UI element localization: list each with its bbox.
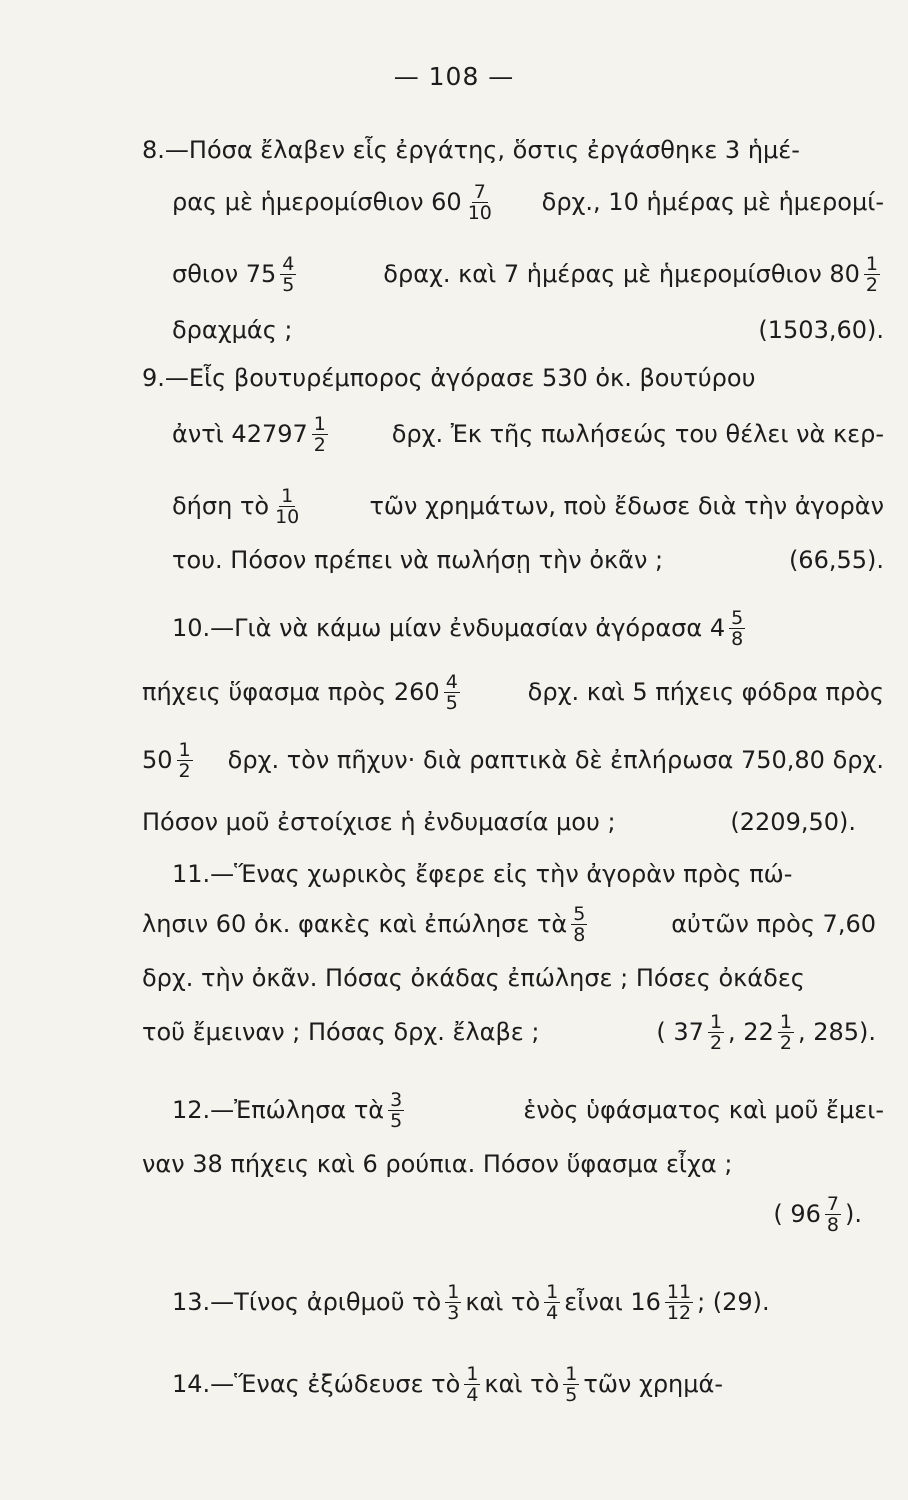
denominator: 10 <box>275 505 300 528</box>
fraction <box>445 1282 461 1323</box>
fraction <box>571 904 587 945</box>
text: δραχ. καὶ 7 ἡμέρας μὲ ἡμερομίσθιον 80 <box>383 260 860 288</box>
fraction <box>708 1012 724 1053</box>
problem-8-line-1 <box>142 128 884 172</box>
text: τῶν χρημάτων, ποὺ ἔδωσε διὰ τὴν ἀγορὰν <box>369 492 884 520</box>
text: δρχ. Ἐκ τῆς πωλήσεώς του θέλει νὰ κερ- <box>391 420 884 448</box>
problem-8-line-3 <box>172 252 884 296</box>
denominator: 4 <box>466 1383 479 1406</box>
problem-10-line-2 <box>142 670 884 714</box>
numerator: 7 <box>826 1192 839 1215</box>
problem-13-line-1 <box>172 1280 872 1324</box>
text: πήχεις ὕφασμα πρὸς 260 <box>142 678 440 706</box>
fraction <box>778 1012 794 1053</box>
problem-10-line-3 <box>142 738 884 782</box>
denominator: 5 <box>445 691 458 714</box>
text: ἀντὶ 42797 <box>172 420 308 448</box>
numerator: 11 <box>666 1280 692 1303</box>
text: ρας μὲ ἡμερομίσθιον 60 <box>172 188 462 216</box>
numerator: 1 <box>709 1010 723 1033</box>
fraction <box>729 608 745 649</box>
fraction <box>444 672 460 713</box>
numerator: 7 <box>473 180 486 203</box>
numerator: 5 <box>731 606 744 629</box>
text: 9.—Εἷς βουτυρέμπορος ἀγόρασε 530 ὀκ. βουτύρου <box>142 364 756 392</box>
text: δρχ., 10 ἡμέρας μὲ ἡμερομί- <box>541 188 884 216</box>
text: 8.—Πόσα ἔλαβεν εἷς ἐργάτης, ὅστις ἐργάσθηκε 3 ἡμέ- <box>142 136 800 164</box>
numerator: 1 <box>779 1010 792 1033</box>
answer: (2209,50). <box>730 808 856 836</box>
denominator: 5 <box>390 1109 403 1132</box>
problem-10-line-1 <box>172 606 884 650</box>
denominator: 2 <box>865 273 878 296</box>
text: ; (29). <box>697 1288 770 1316</box>
text: 50 <box>142 746 173 774</box>
text: αὐτῶν πρὸς 7,60 <box>671 910 876 938</box>
text: δήση τὸ <box>172 492 270 520</box>
text: εἶναι 16 <box>564 1288 661 1316</box>
text: Πόσον μοῦ ἐστοίχισε ἡ ἐνδυμασία μου ; <box>142 808 616 836</box>
problem-8-line-2 <box>172 180 884 224</box>
text: καὶ τὸ <box>484 1370 560 1398</box>
denominator: 5 <box>282 273 295 296</box>
fraction <box>464 1364 480 1405</box>
text: τῶν χρημά- <box>583 1370 724 1398</box>
problem-12-line-2 <box>142 1142 884 1186</box>
problem-11-line-2 <box>142 902 876 946</box>
problem-12-line-3 <box>142 1192 862 1236</box>
text: 12.—Ἐπώλησα τὰ <box>172 1096 385 1124</box>
text: 10.—Γιὰ νὰ κάμω μίαν ἐνδυμασίαν ἀγόρασα 4 <box>172 614 726 642</box>
numerator: 1 <box>313 412 326 435</box>
answer-part: , 22 <box>728 1018 774 1046</box>
answer-part: ). <box>845 1200 862 1228</box>
denominator: 12 <box>666 1301 692 1324</box>
fraction <box>864 254 880 295</box>
denominator: 2 <box>779 1031 792 1054</box>
problem-12-line-1 <box>172 1088 884 1132</box>
problem-11-line-3 <box>142 956 884 1000</box>
fraction <box>312 414 328 455</box>
problem-11-line-1 <box>172 852 884 896</box>
denominator: 10 <box>467 201 492 224</box>
text: 13.—Τίνος ἀριθμοῦ τὸ <box>172 1288 442 1316</box>
text: 14.—Ἕνας ἐξώδευσε τὸ <box>172 1370 461 1398</box>
text: δρχ. τὴν ὀκᾶν. Πόσας ὀκάδας ἐπώλησε ; Πόσες ὀκάδες <box>142 964 805 992</box>
numerator: 1 <box>865 252 878 275</box>
denominator: 2 <box>313 433 326 456</box>
text: του. Πόσον πρέπει νὰ πωλήσῃ τὴν ὀκᾶν ; <box>172 546 664 574</box>
numerator: 1 <box>281 484 294 507</box>
fraction <box>544 1282 560 1323</box>
fraction <box>273 486 301 527</box>
denominator: 4 <box>546 1301 559 1324</box>
problem-9-line-1 <box>142 356 884 400</box>
answer-part: ( 96 <box>773 1200 821 1228</box>
problem-9-line-4 <box>172 538 884 582</box>
text: δρχ. καὶ 5 πήχεις φόδρα πρὸς <box>527 678 884 706</box>
text: τοῦ ἔμειναν ; Πόσας δρχ. ἔλαβε ; <box>142 1018 540 1046</box>
answer <box>656 1010 876 1054</box>
fraction <box>280 254 296 295</box>
fraction <box>466 182 494 223</box>
page-number: — 108 — <box>393 62 515 91</box>
text: ναν 38 πήχεις καὶ 6 ρούπια. Πόσον ὕφασμα εἶχα ; <box>142 1150 733 1178</box>
answer: (1503,60). <box>758 316 884 344</box>
numerator: 1 <box>447 1280 460 1303</box>
numerator: 4 <box>282 252 295 275</box>
numerator: 1 <box>546 1280 559 1303</box>
denominator: 2 <box>709 1031 723 1054</box>
text: καὶ τὸ <box>465 1288 541 1316</box>
numerator: 1 <box>466 1362 479 1385</box>
numerator: 1 <box>178 738 191 761</box>
problem-9-line-3 <box>172 484 884 528</box>
text: σθιον 75 <box>172 260 277 288</box>
text: δρχ. τὸν πῆχυν· διὰ ραπτικὰ δὲ ἐπλήρωσα 750,80 δρχ. <box>227 746 884 774</box>
fraction <box>825 1194 841 1235</box>
numerator: 5 <box>573 902 586 925</box>
text: ἑνὸς ὑφάσματος καὶ μοῦ ἔμει- <box>523 1096 884 1124</box>
problem-14-line-1 <box>172 1362 878 1406</box>
denominator: 3 <box>447 1301 460 1324</box>
fraction <box>665 1282 693 1323</box>
problem-8-line-4 <box>172 308 884 352</box>
numerator: 3 <box>390 1088 403 1111</box>
text: 11.—Ἕνας χωρικὸς ἔφερε εἰς τὴν ἀγορὰν πρὸς πώ- <box>172 860 793 888</box>
fraction <box>563 1364 579 1405</box>
fraction <box>177 740 193 781</box>
denominator: 8 <box>731 627 744 650</box>
numerator: 4 <box>445 670 458 693</box>
problem-9-line-2 <box>172 412 884 456</box>
answer-part: ( 37 <box>656 1018 704 1046</box>
answer <box>773 1192 862 1236</box>
fraction <box>388 1090 404 1131</box>
denominator: 8 <box>826 1213 839 1236</box>
text: λησιν 60 ὀκ. φακὲς καὶ ἐπώλησε τὰ <box>142 910 568 938</box>
answer-part: , 285). <box>797 1018 876 1046</box>
problem-11-line-4 <box>142 1010 876 1054</box>
denominator: 2 <box>178 759 191 782</box>
denominator: 8 <box>573 923 586 946</box>
problem-10-line-4 <box>142 800 856 844</box>
answer: (66,55). <box>788 546 884 574</box>
text: δραχμάς ; <box>172 316 293 344</box>
denominator: 5 <box>565 1383 578 1406</box>
numerator: 1 <box>565 1362 578 1385</box>
